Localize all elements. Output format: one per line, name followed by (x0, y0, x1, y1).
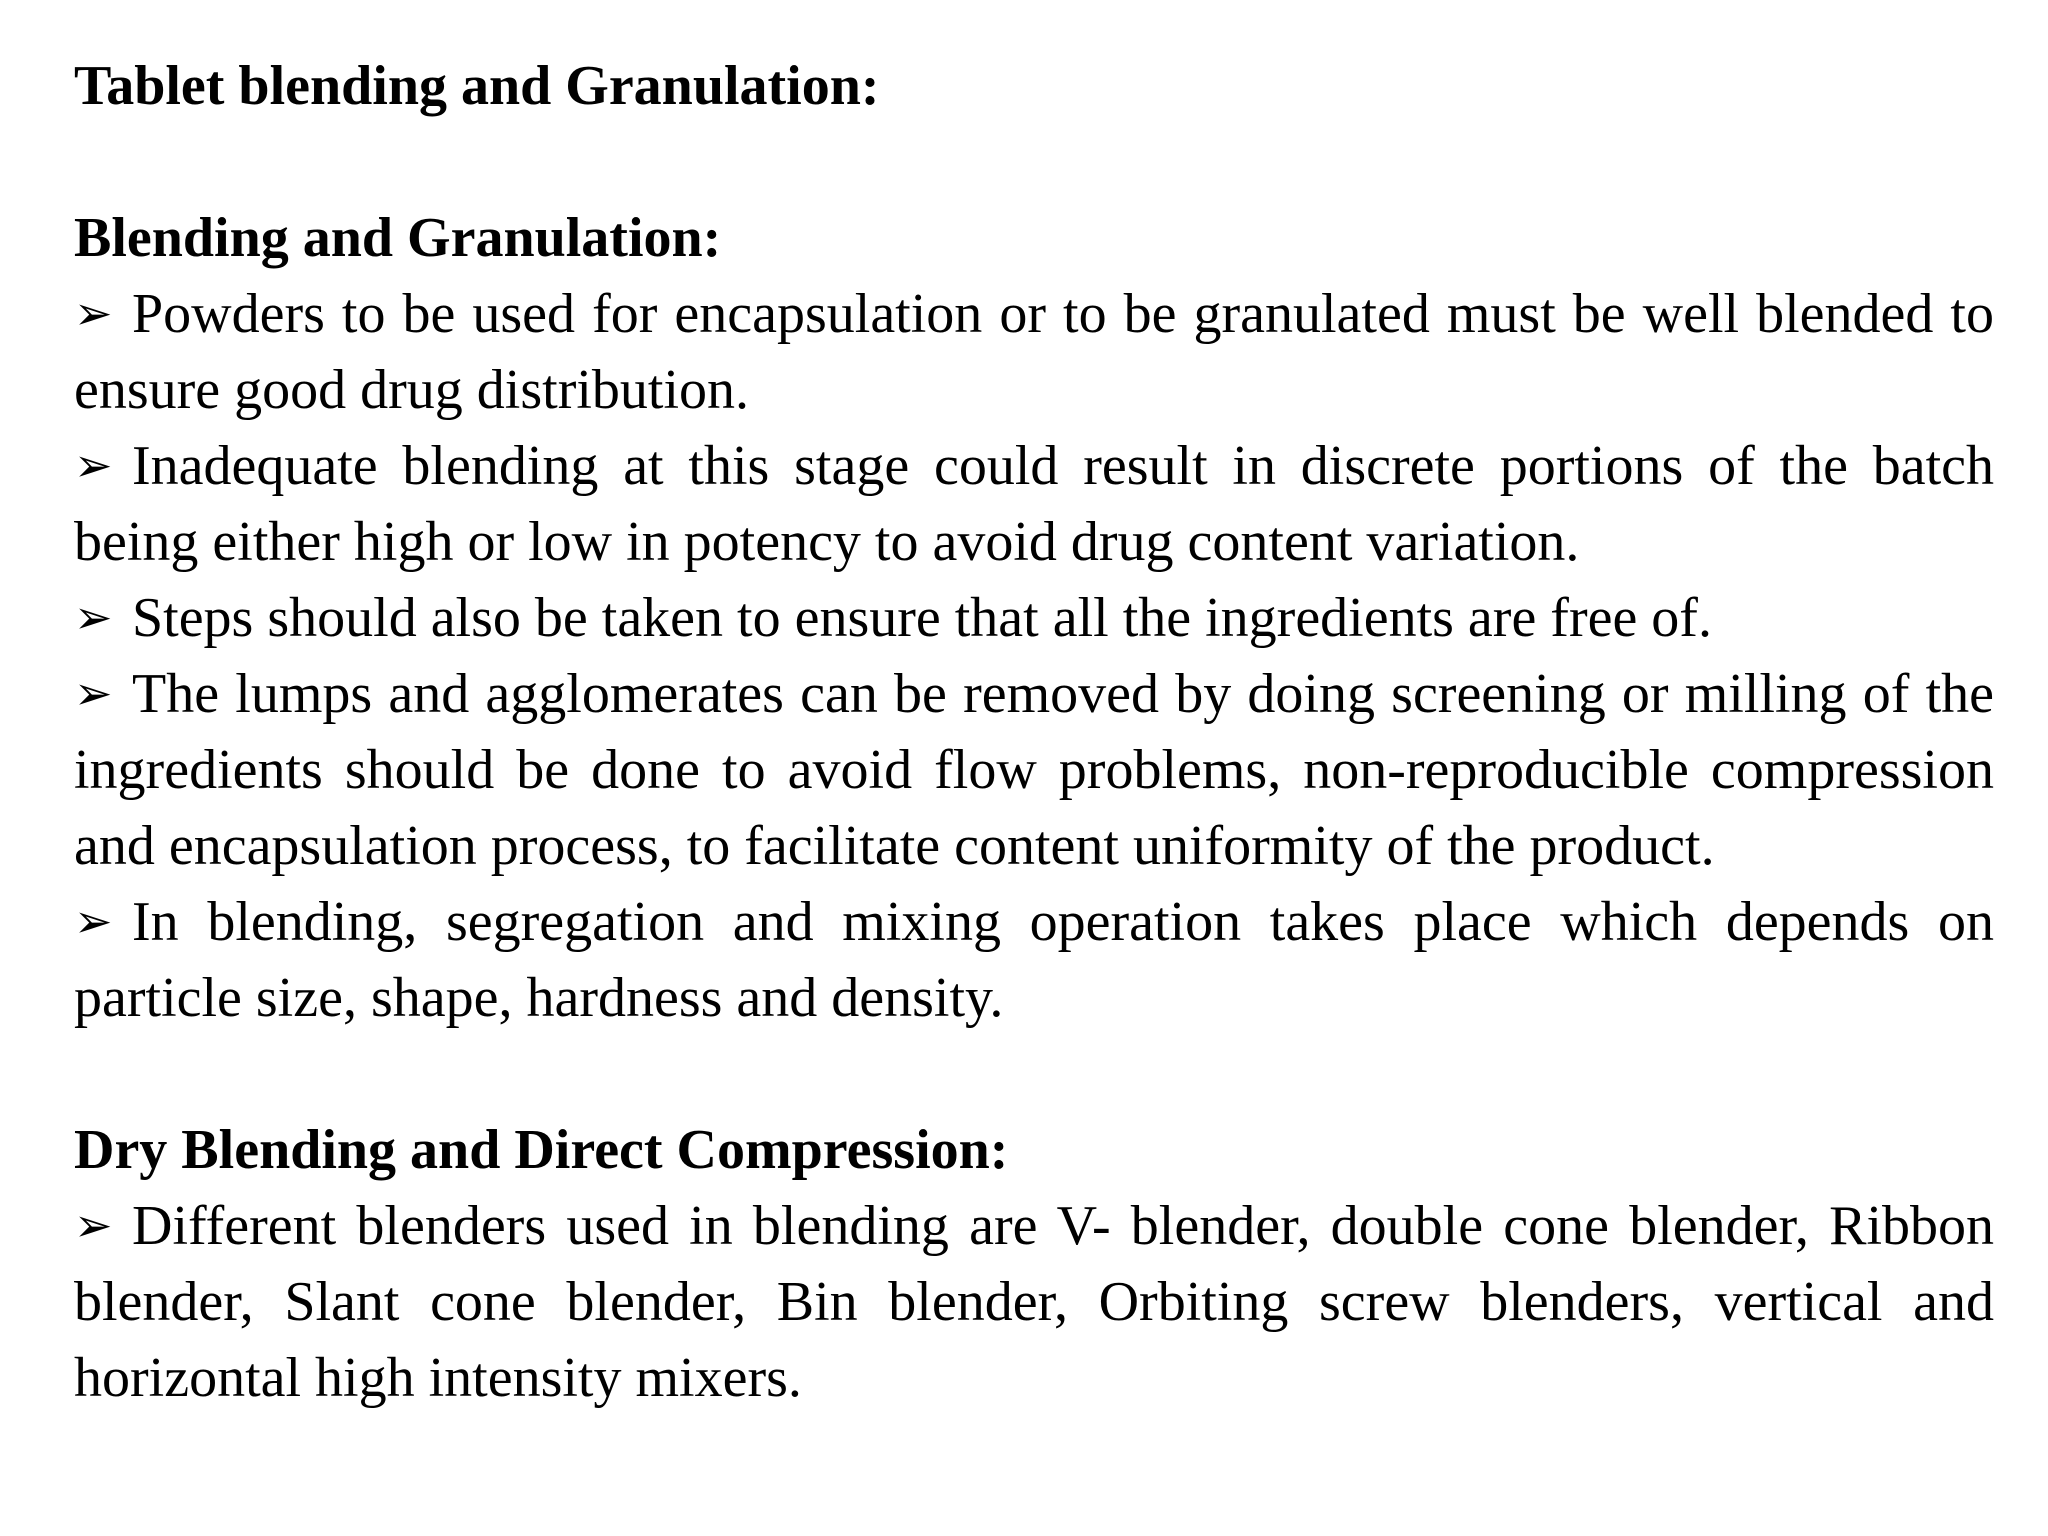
bullet-text: Different blenders used in blending are V- blender, double cone blender, Ribbon blender, Slant cone blender, Bin blender, Orbiting screw blenders, vertical and horizontal high intensity mixers. (74, 1195, 1994, 1409)
section-dry-blending (74, 1112, 1994, 1416)
arrow-bullet-icon: ➢ (74, 592, 113, 643)
bullet-text: The lumps and agglomerates can be removed by doing screening or milling of the ingredients should be done to avoid flow problems, non-reproducible compression and encapsulation process, to facilitate content uniformity of the product. (74, 663, 1994, 877)
section-blending-granulation (74, 200, 1994, 1036)
arrow-bullet-icon: ➢ (74, 896, 113, 947)
bullet-text: Inadequate blending at this stage could result in discrete portions of the batch being either high or low in potency to avoid drug content variation. (74, 435, 1994, 573)
bullet-item (74, 428, 1994, 580)
document-page (74, 48, 1994, 1416)
document-title: Tablet blending and Granulation: (74, 55, 880, 117)
arrow-bullet-icon: ➢ (74, 288, 113, 339)
bullet-item (74, 580, 1994, 656)
bullet-text: In blending, segregation and mixing operation takes place which depends on particle size, shape, hardness and density. (74, 891, 1994, 1029)
bullet-text: Steps should also be taken to ensure that all the ingredients are free of. (132, 587, 1712, 649)
bullet-item (74, 1188, 1994, 1416)
arrow-bullet-icon: ➢ (74, 1200, 113, 1251)
bullet-item (74, 276, 1994, 428)
section-heading: Blending and Granulation: (74, 207, 722, 269)
bullet-item (74, 884, 1994, 1036)
section-heading: Dry Blending and Direct Compression: (74, 1119, 1009, 1181)
bullet-item (74, 656, 1994, 884)
spacer (74, 1036, 1994, 1112)
bullet-text: Powders to be used for encapsulation or to be granulated must be well blended to ensure good drug distribution. (74, 283, 1994, 421)
spacer (74, 124, 1994, 200)
arrow-bullet-icon: ➢ (74, 440, 113, 491)
arrow-bullet-icon: ➢ (74, 668, 113, 719)
